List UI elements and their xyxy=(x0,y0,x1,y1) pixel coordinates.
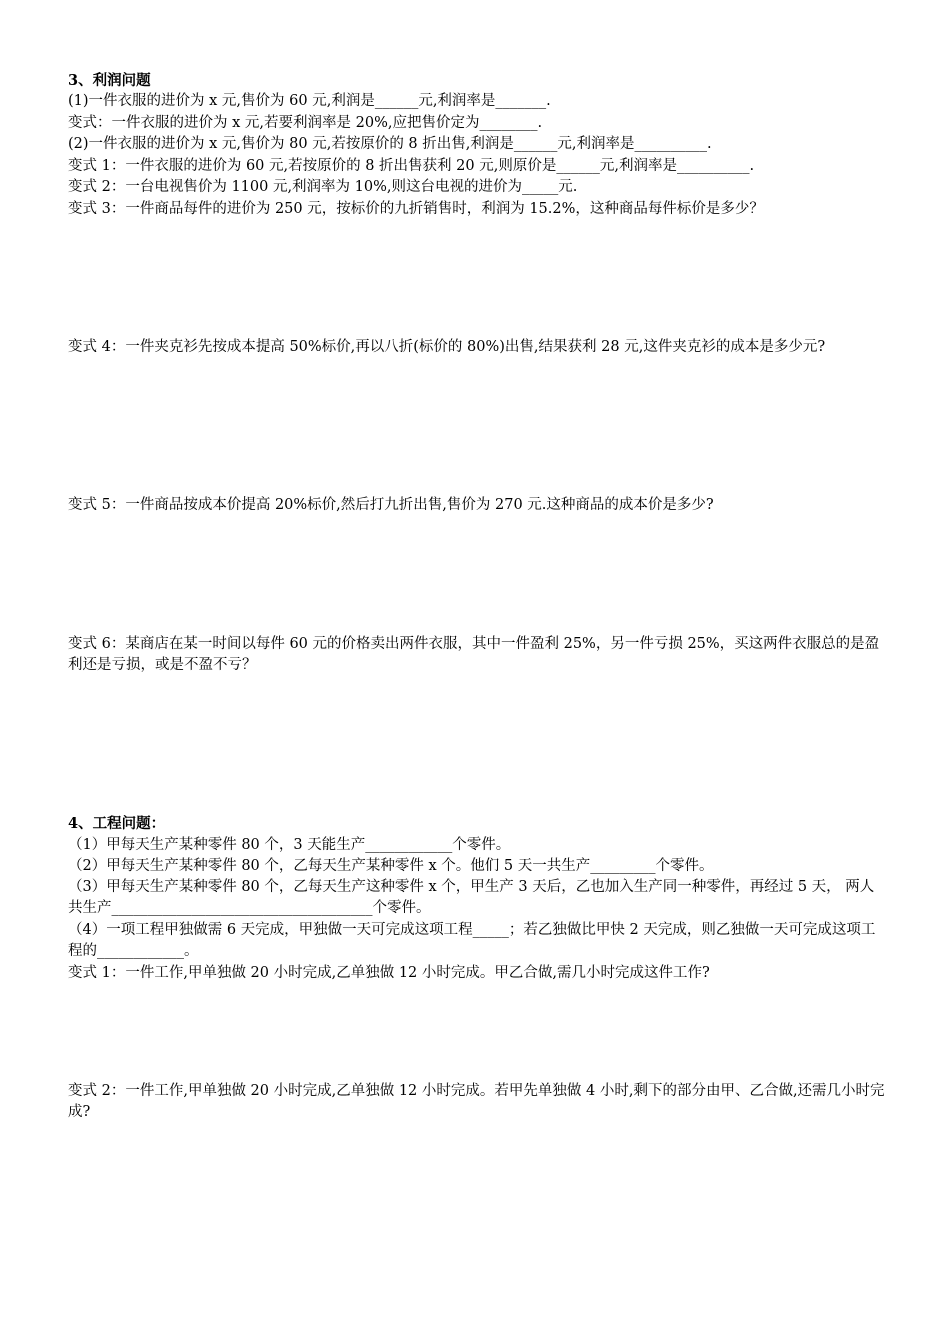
section3-line: 变式：一件衣服的进价为 x 元,若要利润率是 20%,应把售价定为________. xyxy=(68,115,543,131)
section3-variant5: 变式 5：一件商品按成本价提高 20%标价,然后打九折出售,售价为 270 元.这种商品的成本价是多少? xyxy=(68,497,714,513)
section4-question-3: （3）甲每天生产某种零件 80 个，乙每天生产这种零件 x 个，甲生产 3 天后，乙也加入生产同一种零件，再经过 5 天， 两人共生产____________________________________个零件。 xyxy=(68,879,875,916)
section4-question-4: （4）一项工程甲独做需 6 天完成，甲独做一天可完成这项工程_____；若乙独做比甲快 2 天完成，则乙独做一天可完成这项工程的____________。 xyxy=(68,922,876,959)
section3-variant6: 变式 6：某商店在某一时间以每件 60 元的价格卖出两件衣服，其中一件盈利 25%，另一件亏损 25%，买这两件衣服总的是盈利还是亏损，或是不盈不亏？ xyxy=(68,636,880,673)
section4-question-2: （2）甲每天生产某种零件 80 个，乙每天生产某种零件 x 个。他们 5 天一共生产_________个零件。 xyxy=(68,858,714,874)
section4-variant2: 变式 2：一件工作,甲单独做 20 小时完成,乙单独做 12 小时完成。若甲先单独做 4 小时,剩下的部分由甲、乙合做,还需几小时完成? xyxy=(68,1083,885,1120)
section3-line: 变式 2：一台电视售价为 1100 元,利润率为 10%,则这台电视的进价为_____元. xyxy=(68,179,578,195)
section3-variant4: 变式 4：一件夹克衫先按成本提高 50%标价,再以八折(标价的 80%)出售,结果获利 28 元,这件夹克衫的成本是多少元? xyxy=(68,339,826,355)
section3-line: 变式 1：一件衣服的进价为 60 元,若按原价的 8 折出售获利 20 元,则原价是______元,利润率是__________. xyxy=(68,158,755,174)
section3-line: 变式 3：一件商品每件的进价为 250 元，按标价的九折销售时，利润为 15.2%，这种商品每件标价是多少？ xyxy=(68,201,764,217)
section3-line: (1)一件衣服的进价为 x 元,售价为 60 元,利润是______元,利润率是_______. xyxy=(68,93,551,109)
section4-question-1: （1）甲每天生产某种零件 80 个，3 天能生产____________个零件。 xyxy=(68,837,511,853)
section4-heading: 4、工程问题： xyxy=(68,815,166,832)
section4-variant1: 变式 1：一件工作,甲单独做 20 小时完成,乙单独做 12 小时完成。甲乙合做,需几小时完成这件工作? xyxy=(68,965,710,981)
section3-line: (2)一件衣服的进价为 x 元,售价为 80 元,若按原价的 8 折出售,利润是______元,利润率是__________. xyxy=(68,136,712,152)
section3-heading: 3、利润问题 xyxy=(68,72,151,89)
